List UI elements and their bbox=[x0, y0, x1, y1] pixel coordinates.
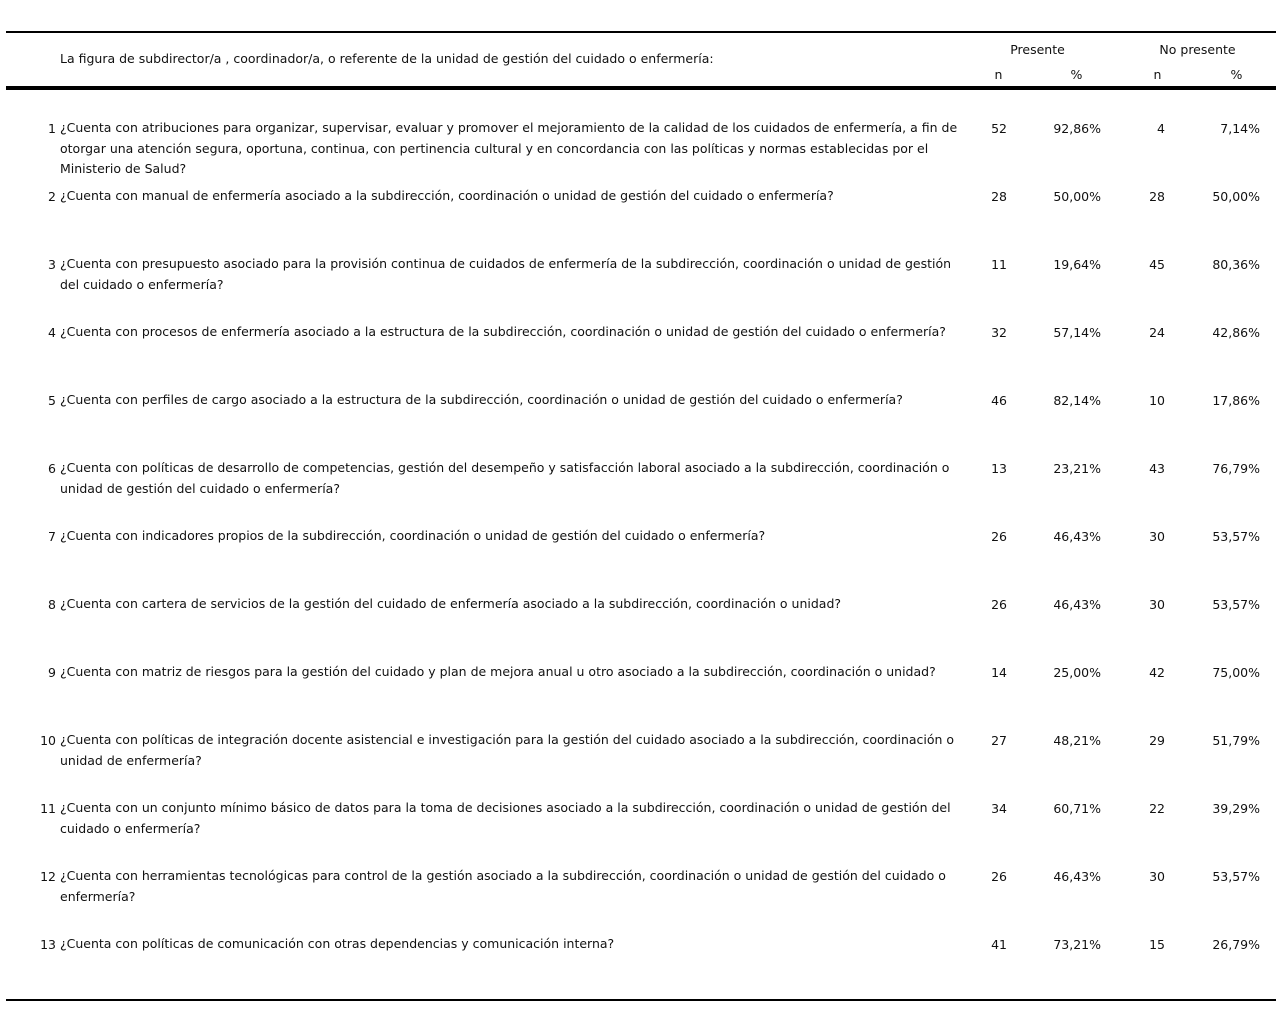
present-n-header: n bbox=[994, 67, 1003, 82]
table-row bbox=[0, 733, 1277, 793]
present-pct-cell: 50,00% bbox=[1053, 189, 1101, 204]
row-number: 9 bbox=[48, 665, 56, 680]
not-present-n-cell: 45 bbox=[1149, 257, 1165, 272]
row-number: 1 bbox=[48, 121, 56, 136]
present-pct-cell: 46,43% bbox=[1053, 597, 1101, 612]
not-present-n-cell: 22 bbox=[1149, 801, 1165, 816]
present-n-cell: 26 bbox=[991, 869, 1007, 884]
not-present-n-cell: 30 bbox=[1149, 529, 1165, 544]
question-text: ¿Cuenta con cartera de servicios de la gestión del cuidado de enfermería asociado a la subdirección, coordinación o unidad? bbox=[60, 596, 842, 611]
question-column-header: La figura de subdirector/a , coordinador/a, o referente de la unidad de gestión del cuidado o enfermería: bbox=[60, 51, 714, 66]
present-pct-cell: 57,14% bbox=[1053, 325, 1101, 340]
table-row bbox=[0, 393, 1277, 453]
row-number: 11 bbox=[40, 801, 56, 816]
table-row bbox=[0, 189, 1277, 249]
not-present-group-header: No presente bbox=[1159, 42, 1236, 57]
not-present-pct-header: % bbox=[1230, 67, 1243, 82]
present-pct-header: % bbox=[1070, 67, 1083, 82]
present-n-cell: 14 bbox=[991, 665, 1007, 680]
table-row bbox=[0, 801, 1277, 861]
not-present-n-cell: 30 bbox=[1149, 869, 1165, 884]
present-n-cell: 32 bbox=[991, 325, 1007, 340]
not-present-pct-cell: 39,29% bbox=[1212, 801, 1260, 816]
table-row bbox=[0, 597, 1277, 657]
present-group-header: Presente bbox=[1010, 42, 1065, 57]
present-pct-cell: 25,00% bbox=[1053, 665, 1101, 680]
present-n-cell: 27 bbox=[991, 733, 1007, 748]
row-number: 4 bbox=[48, 325, 56, 340]
present-n-cell: 28 bbox=[991, 189, 1007, 204]
present-n-cell: 13 bbox=[991, 461, 1007, 476]
row-number: 3 bbox=[48, 257, 56, 272]
table-top-rule bbox=[6, 31, 1276, 33]
question-text: ¿Cuenta con un conjunto mínimo básico de datos para la toma de decisiones asociado a la subdirección, coordinación o unidad de gestión del cuidado o enfermería? bbox=[60, 800, 951, 836]
present-pct-cell: 48,21% bbox=[1053, 733, 1101, 748]
not-present-n-cell: 24 bbox=[1149, 325, 1165, 340]
question-text: ¿Cuenta con presupuesto asociado para la provisión continua de cuidados de enfermería de la subdirección, coordinación o unidad de gestión del cuidado o enfermería? bbox=[60, 256, 952, 292]
present-pct-cell: 46,43% bbox=[1053, 869, 1101, 884]
not-present-pct-cell: 75,00% bbox=[1212, 665, 1260, 680]
present-n-cell: 34 bbox=[991, 801, 1007, 816]
question-text: ¿Cuenta con perfiles de cargo asociado a la estructura de la subdirección, coordinación o unidad de gestión del cuidado o enfermería? bbox=[60, 392, 903, 407]
row-number: 13 bbox=[40, 937, 56, 952]
present-n-cell: 11 bbox=[991, 257, 1007, 272]
present-pct-cell: 73,21% bbox=[1053, 937, 1101, 952]
row-number: 2 bbox=[48, 189, 56, 204]
row-number: 6 bbox=[48, 461, 56, 476]
question-text: ¿Cuenta con matriz de riesgos para la gestión del cuidado y plan de mejora anual u otro asociado a la subdirección, coordinación o unidad? bbox=[60, 664, 936, 679]
row-number: 7 bbox=[48, 529, 56, 544]
row-number: 12 bbox=[40, 869, 56, 884]
table-row bbox=[0, 869, 1277, 929]
not-present-pct-cell: 51,79% bbox=[1212, 733, 1260, 748]
present-pct-cell: 82,14% bbox=[1053, 393, 1101, 408]
not-present-n-cell: 28 bbox=[1149, 189, 1165, 204]
present-pct-cell: 23,21% bbox=[1053, 461, 1101, 476]
table-row bbox=[0, 257, 1277, 317]
not-present-pct-cell: 53,57% bbox=[1212, 597, 1260, 612]
present-n-cell: 26 bbox=[991, 597, 1007, 612]
question-text: ¿Cuenta con políticas de integración docente asistencial e investigación para la gestión del cuidado asociado a la subdirección, coordinación o unidad de enfermería? bbox=[60, 732, 955, 768]
table-row bbox=[0, 665, 1277, 725]
not-present-pct-cell: 26,79% bbox=[1212, 937, 1260, 952]
not-present-n-cell: 10 bbox=[1149, 393, 1165, 408]
not-present-n-cell: 15 bbox=[1149, 937, 1165, 952]
not-present-pct-cell: 76,79% bbox=[1212, 461, 1260, 476]
question-text: ¿Cuenta con políticas de desarrollo de competencias, gestión del desempeño y satisfacción laboral asociado a la subdirección, coordinación o unidad de gestión del cuidado o enfermería? bbox=[60, 460, 950, 496]
table-row bbox=[0, 937, 1277, 997]
row-number: 10 bbox=[40, 733, 56, 748]
question-text: ¿Cuenta con atribuciones para organizar, supervisar, evaluar y promover el mejoramiento de la calidad de los cuidados de enfermería, a fin de otorgar una atención segura, oportuna, continua, con pertinencia cultural y en concordancia con las políticas y normas establecidas por el Ministerio de Salud? bbox=[60, 120, 958, 176]
not-present-n-cell: 4 bbox=[1157, 121, 1165, 136]
table-bottom-rule bbox=[6, 999, 1276, 1001]
present-n-cell: 26 bbox=[991, 529, 1007, 544]
not-present-n-cell: 29 bbox=[1149, 733, 1165, 748]
table-row bbox=[0, 461, 1277, 521]
question-text: ¿Cuenta con indicadores propios de la subdirección, coordinación o unidad de gestión del cuidado o enfermería? bbox=[60, 528, 766, 543]
question-text: ¿Cuenta con herramientas tecnológicas para control de la gestión asociado a la subdirección, coordinación o unidad de gestión del cuidado o enfermería? bbox=[60, 868, 946, 904]
table-header-rule bbox=[6, 86, 1276, 90]
not-present-n-header: n bbox=[1153, 67, 1162, 82]
question-text: ¿Cuenta con procesos de enfermería asociado a la estructura de la subdirección, coordinación o unidad de gestión del cuidado o enfermería? bbox=[60, 324, 946, 339]
table-row bbox=[0, 529, 1277, 589]
row-number: 8 bbox=[48, 597, 56, 612]
present-n-cell: 41 bbox=[991, 937, 1007, 952]
question-text: ¿Cuenta con políticas de comunicación con otras dependencias y comunicación interna? bbox=[60, 936, 615, 951]
table-row bbox=[0, 121, 1277, 181]
present-pct-cell: 46,43% bbox=[1053, 529, 1101, 544]
not-present-n-cell: 43 bbox=[1149, 461, 1165, 476]
not-present-pct-cell: 17,86% bbox=[1212, 393, 1260, 408]
not-present-pct-cell: 42,86% bbox=[1212, 325, 1260, 340]
not-present-n-cell: 42 bbox=[1149, 665, 1165, 680]
present-pct-cell: 60,71% bbox=[1053, 801, 1101, 816]
row-number: 5 bbox=[48, 393, 56, 408]
question-text: ¿Cuenta con manual de enfermería asociado a la subdirección, coordinación o unidad de gestión del cuidado o enfermería? bbox=[60, 188, 834, 203]
table-row bbox=[0, 325, 1277, 385]
not-present-pct-cell: 50,00% bbox=[1212, 189, 1260, 204]
present-pct-cell: 92,86% bbox=[1053, 121, 1101, 136]
not-present-pct-cell: 53,57% bbox=[1212, 529, 1260, 544]
present-n-cell: 46 bbox=[991, 393, 1007, 408]
present-pct-cell: 19,64% bbox=[1053, 257, 1101, 272]
not-present-pct-cell: 80,36% bbox=[1212, 257, 1260, 272]
not-present-pct-cell: 7,14% bbox=[1220, 121, 1260, 136]
present-n-cell: 52 bbox=[991, 121, 1007, 136]
not-present-n-cell: 30 bbox=[1149, 597, 1165, 612]
not-present-pct-cell: 53,57% bbox=[1212, 869, 1260, 884]
